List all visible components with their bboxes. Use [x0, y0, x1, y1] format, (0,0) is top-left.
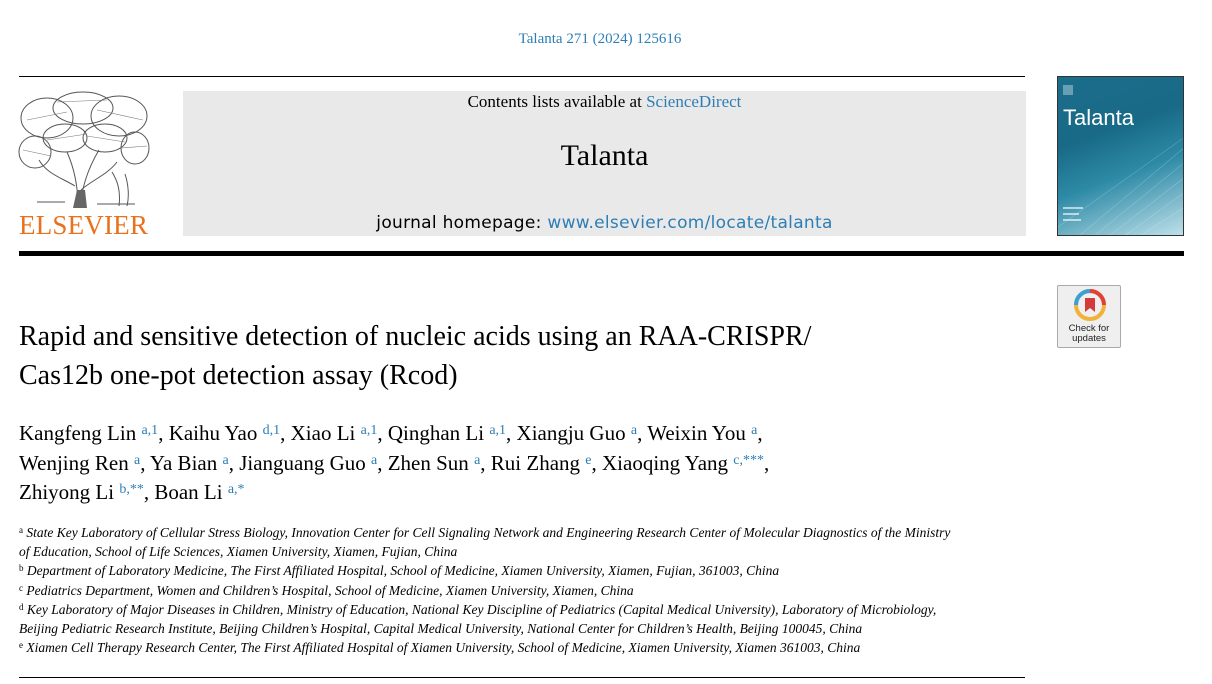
author[interactable]: Zhiyong Li $^{b,**}$	[19, 480, 144, 504]
check-updates-line1: Check for	[1068, 323, 1110, 334]
author[interactable]: Weixin You $^a$	[647, 421, 758, 445]
affiliation-a: $^a$ State Key Laboratory of Cellular Stress Biology, Innovation Center for Cell Signaling Network and Engineering Research Center of Molecular Diagnostics of the Ministry of Education, School of Life Sciences, Xiamen University, Xiamen, Fujian, China	[19, 525, 951, 560]
check-updates-label	[1058, 324, 1120, 344]
journal-title: Talanta	[560, 139, 649, 172]
author-list	[19, 419, 1019, 508]
author[interactable]: Boan Li $^{a,*}$	[154, 480, 245, 504]
affiliation-e: $^e$ Xiamen Cell Therapy Research Center, The First Affiliated Hospital of Xiamen University, School of Medicine, Xiamen University, Xiamen 361003, China	[19, 640, 861, 656]
check-updates-line2: updates	[1072, 333, 1106, 344]
affiliation-list	[19, 523, 1029, 657]
check-for-updates-button[interactable]	[1057, 285, 1121, 348]
author-line-3: Zhiyong Li $^{b,**}$, Boan Li $^{a,*}$	[19, 480, 245, 504]
bottom-divider	[19, 677, 1025, 678]
author[interactable]: Wenjing Ren $^a$	[19, 450, 141, 475]
top-divider	[19, 76, 1025, 77]
cover-title: Talanta	[1063, 105, 1134, 130]
author[interactable]: Xiangju Guo $^a$	[516, 421, 638, 445]
author[interactable]: Xiaoqing Yang $^{c,***}$	[602, 450, 764, 475]
article-title-line1: Rapid and sensitive detection of nucleic acids using an RAA-CRISPR/	[19, 321, 812, 352]
journal-citation-link[interactable]: Talanta 271 (2024) 125616	[518, 31, 682, 47]
author-line-1: Kangfeng Lin $^{a,1}$, Kaihu Yao $^{d,1}$, Xiao Li $^{a,1}$, Qinghan Li $^{a,1}$, Xiangju Guo $^a$, Weixin You $^a$,	[19, 421, 763, 445]
journal-banner	[183, 91, 1026, 236]
article-title-line2: Cas12b one-pot detection assay (Rcod)	[19, 360, 458, 391]
author[interactable]: Kaihu Yao $^{d,1}$	[168, 421, 281, 445]
homepage-line	[183, 213, 1026, 233]
author-line-2: Wenjing Ren $^a$, Ya Bian $^a$, Jianguang Guo $^a$, Zhen Sun $^a$, Rui Zhang $^e$, Xiaoqing Yang $^{c,***}$,	[19, 450, 770, 475]
affiliation-c: $^c$ Pediatrics Department, Women and Children’s Hospital, School of Medicine, Xiamen University, Xiamen, China	[19, 582, 634, 598]
check-updates-icon	[1074, 289, 1106, 321]
contents-line	[183, 92, 1026, 112]
elsevier-wordmark: ELSEVIER	[19, 210, 149, 240]
author[interactable]: Qinghan Li $^{a,1}$	[387, 421, 507, 445]
homepage-prefix: journal homepage:	[376, 213, 548, 233]
affiliation-d: $^d$ Key Laboratory of Major Diseases in Children, Ministry of Education, National Key Discipline of Pediatrics (Capital Medical University), Laboratory of Microbiology, Beijing Pediatric Research Institute, Beijing Children’s Hospital, Capital Medical University, National Center for Children’s Health, Beijing 100045, China	[19, 601, 937, 637]
author[interactable]: Xiao Li $^{a,1}$	[290, 421, 378, 445]
journal-homepage-link[interactable]: www.elsevier.com/locate/talanta	[547, 213, 833, 233]
author[interactable]: Jianguang Guo $^a$	[239, 450, 378, 475]
affiliation-b: $^b$ Department of Laboratory Medicine, The First Affiliated Hospital, School of Medicine, Xiamen University, Xiamen, Fujian, 361003, China	[19, 563, 780, 579]
author[interactable]: Ya Bian $^a$	[149, 450, 229, 475]
contents-prefix: Contents lists available at	[467, 92, 647, 111]
cover-pattern-icon	[1058, 77, 1184, 236]
article-title	[19, 317, 1019, 395]
author[interactable]: Rui Zhang $^e$	[490, 450, 592, 475]
author[interactable]: Zhen Sun $^a$	[387, 450, 481, 475]
journal-cover-image[interactable]	[1057, 76, 1184, 236]
sciencedirect-link[interactable]: ScienceDirect	[646, 92, 742, 111]
elsevier-logo[interactable]	[17, 90, 151, 240]
author[interactable]: Kangfeng Lin $^{a,1}$	[19, 421, 159, 445]
header-thick-divider	[19, 251, 1184, 256]
